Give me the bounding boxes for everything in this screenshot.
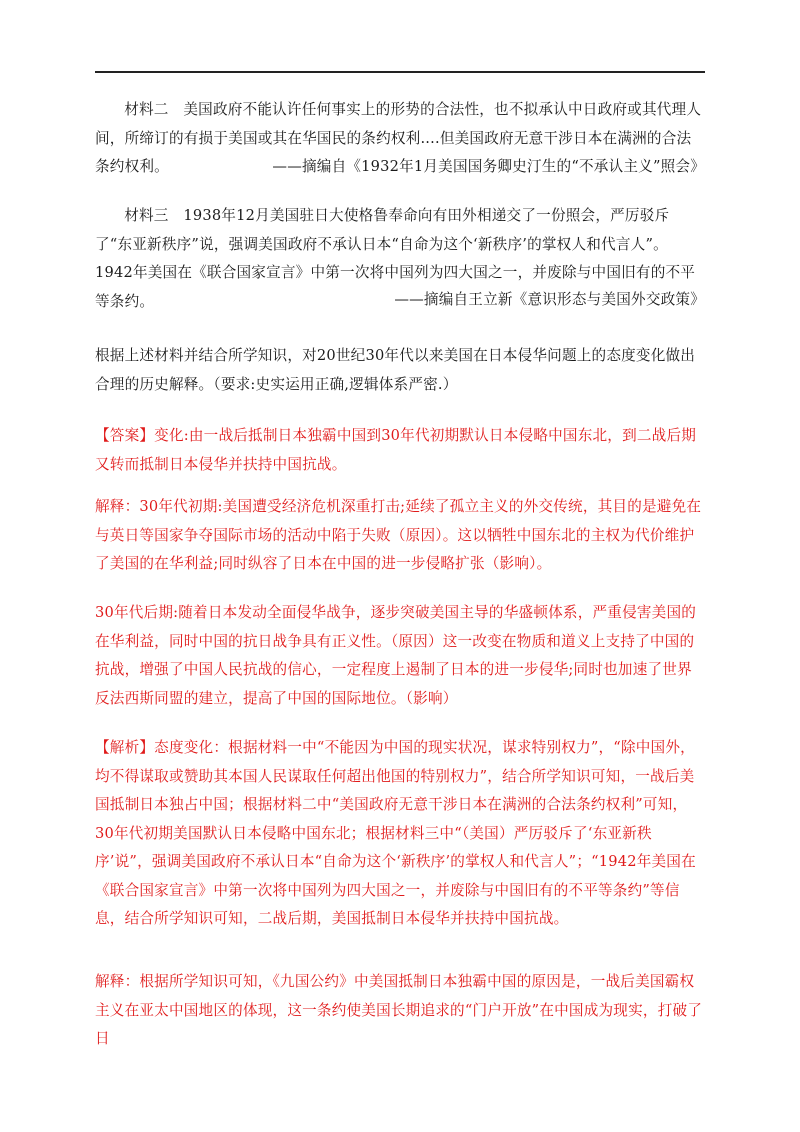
material-3-source: ——摘编自王立新《意识形态与美国外交政策》 [394, 291, 705, 308]
material-3-text: 材料三 1938年12月美国驻日大使格鲁奉命向有田外相递交了一份照会，严厉驳斥了“东亚新秩序”说，强调美国政府不承认日本“自命为这个‘新秩序’的掌权人和代言人”。1942年美国在《联合国家宣言》中第一次将中国列为四大国之一，并废除与中国旧有的不平等条约。 [95, 207, 696, 310]
material-2-text: 材料二 美国政府不能认许任何事实上的形势的合法性，也不拟承认中日政府或其代理人间，所缔订的有损于美国或其在华国民的条约权利....但美国政府无意干涉日本在满洲的合法条约权利。 [95, 101, 702, 175]
answer-explain-late-30s: 30年代后期:随着日本发动全面侵华战争，逐步突破美国主导的华盛顿体系，严重侵害美国的在华利益，同时中国的抗日战争具有正义性。（原因）这一改变在物质和道义上支持了中国的抗战，增强了中国人民抗战的信心，一定程度上遏制了日本的进一步侵华;同时也加速了世界反法西斯同盟的建立，提高了中国的国际地位。（影响） [95, 604, 697, 707]
analysis-attitude: 【解析】态度变化：根据材料一中“不能因为中国的现实状况，谋求特别权力”，“除中国外，均不得谋取或赞助其本国人民谋取任何超出他国的特别权力”，结合所学知识可知，一战后美国抵制日本独占中国；根据材料二中“美国政府无意干涉日本在满洲的合法条约权利”可知， 30年代初期美国默认日本侵略中国东北；根据材料三中“（美国）严厉驳斥了‘东亚新秩序’说”，强调美国政府不承认日本“自命为这个‘新秩序’的掌权人和代言人”；“1942年美国在《联合国家宣言》中第一次将中国列为四大国之一，并废除与中国旧有的不平等条约”等信息，结合所学知识可知，二战后期，美国抵制日本侵华并扶持中国抗战。 [95, 739, 696, 927]
answer-change: 【答案】变化:由一战后抵制日本独霸中国到30年代初期默认日本侵略中国东北，到二战后期又转而抵制日本侵华并扶持中国抗战。 [95, 427, 697, 473]
analysis-explain: 解释：根据所学知识可知，《九国公约》中美国抵制日本独霸中国的原因是，一战后美国霸权主义在亚太中国地区的体现，这一条约使美国长期追求的“门户开放”在中国成为现实，打破了日 [95, 973, 703, 1047]
material-2 [95, 96, 705, 182]
question-text: 根据上述材料并结合所学知识，对20世纪30年代以来美国在日本侵华问题上的态度变化做出合理的历史解释。（要求:史实运用正确,逻辑体系严密.） [95, 347, 696, 393]
material-2-source: ——摘编自《1932年1月美国国务卿史汀生的“不承认主义”照会》 [272, 158, 705, 175]
header-rule [95, 71, 705, 73]
answer-explain-early-30s: 解释：30年代初期:美国遭受经济危机深重打击;延续了孤立主义的外交传统，其目的是避免在与英日等国家争夺国际市场的活动中陷于失败（原因）。这以牺牲中国东北的主权为代价维护了美国的在华利益;同时纵容了日本在中国的进一步侵略扩张（影响）。 [95, 498, 702, 572]
